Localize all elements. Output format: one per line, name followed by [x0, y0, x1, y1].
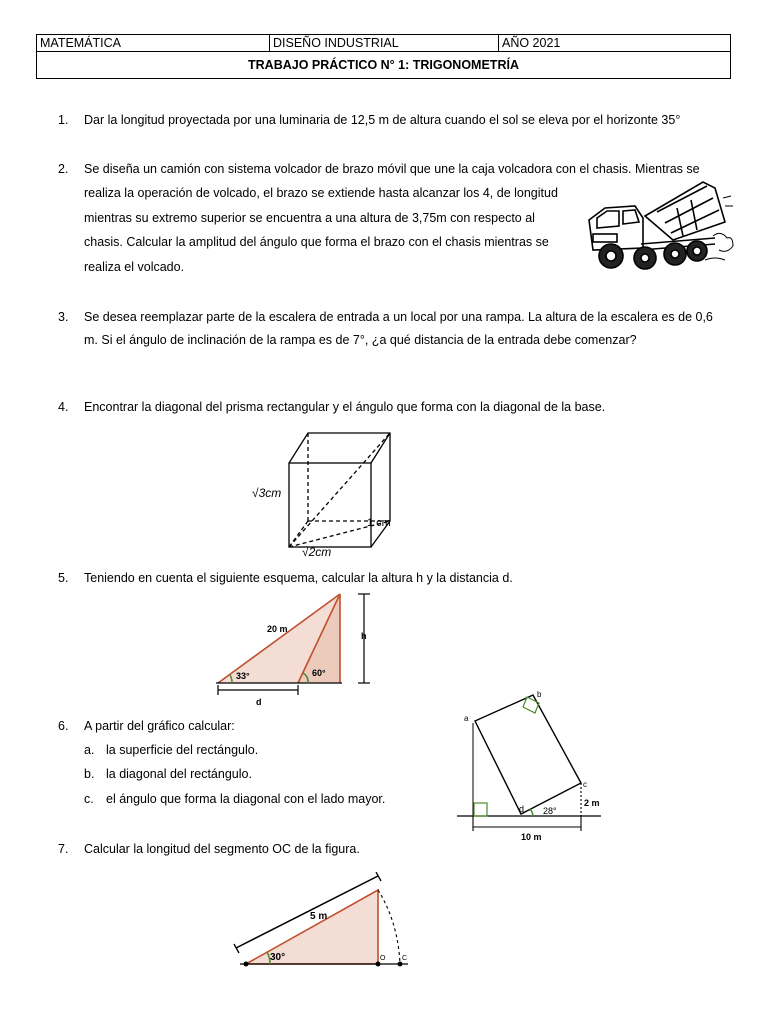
year-cell: AÑO 2021 — [499, 35, 731, 52]
fig6-base-label: 10 m — [521, 832, 542, 842]
header-table — [36, 34, 731, 52]
fig7-angle-label: 30° — [270, 952, 286, 963]
fig7-c-label: C — [402, 955, 408, 962]
exercise-3-number: 3. — [58, 310, 69, 324]
exercise-3-line-1: Se desea reemplazar parte de la escalera de entrada a un local por una rampa. La altura de la escalera es de 0,6 — [84, 310, 713, 324]
subject-cell: MATEMÁTICA — [37, 35, 270, 52]
exercise-6-number: 6. — [58, 719, 69, 733]
fig5-angle1-label: 33° — [236, 671, 250, 681]
exercise-5-number: 5. — [58, 571, 69, 585]
exercise-4-text: Encontrar la diagonal del prisma rectangular y el ángulo que forma con la diagonal de la base. — [84, 400, 606, 414]
exercise-5-text: Teniendo en cuenta el siguiente esquema, calcular la altura h y la distancia d. — [84, 571, 513, 585]
exercise-6-item-a: a. la superficie del rectángulo. — [84, 743, 259, 757]
exercise-3-line-2: m. Si el ángulo de inclinación de la rampa es de 7°, ¿a qué distancia de la entrada debe comenzar? — [84, 333, 637, 347]
prism-right-label: 1 cm — [367, 517, 391, 529]
fig5-angle2-label: 60° — [312, 668, 326, 678]
exercise-6-item-c: c. el ángulo que forma la diagonal con el lado mayor. — [84, 792, 386, 806]
fig6-angle-label: 28° — [543, 806, 557, 816]
fig6-side-label: 2 m — [584, 798, 600, 808]
exercise-2-line-1: Se diseña un camión con sistema volcador de brazo móvil que une la caja volcadora con el chasis. Mientras se — [84, 162, 700, 176]
exercise-2-line-3: mientras su extremo superior se encuentra a una altura de 3,75m con respecto al — [84, 211, 535, 225]
exercise-2-number: 2. — [58, 162, 69, 176]
fig7-o-label: O — [380, 955, 386, 962]
dump-truck-image — [585, 178, 735, 273]
exercise-7-text: Calcular la longitud del segmento OC de la figura. — [84, 842, 360, 856]
career-cell: DISEÑO INDUSTRIAL — [270, 35, 499, 52]
fig6-b-label: b — [537, 690, 542, 699]
fig5-d-label: d — [256, 697, 262, 707]
fig5-hyp-label: 20 m — [267, 624, 288, 634]
fig6-c-label: c — [583, 780, 587, 789]
prism-figure — [250, 425, 410, 560]
exercise-2-line-2: realiza la operación de volcado, el brazo se extiende hasta alcanzar los 4, de longitud — [84, 186, 558, 200]
exercise-1-text: Dar la longitud proyectada por una luminaria de 12,5 m de altura cuando el sol se eleva por el horizonte 35° — [84, 113, 681, 127]
prism-bottom-label: √2cm — [302, 545, 332, 559]
exercise-6-item-b: b. la diagonal del rectángulo. — [84, 767, 252, 781]
exercise-4-number: 4. — [58, 400, 69, 414]
fig6-d-label: d — [519, 804, 525, 814]
page-title: TRABAJO PRÁCTICO N° 1: TRIGONOMETRÍA — [36, 51, 731, 79]
figure-6 — [455, 685, 615, 845]
prism-left-label: √3cm — [252, 486, 282, 500]
exercise-1-number: 1. — [58, 113, 69, 127]
fig5-h-label: h — [361, 631, 367, 641]
exercise-6-text: A partir del gráfico calcular: — [84, 719, 235, 733]
figure-5 — [212, 588, 377, 710]
figure-7 — [232, 872, 412, 972]
exercise-7-number: 7. — [58, 842, 69, 856]
fig7-len-label: 5 m — [310, 911, 328, 922]
exercise-2-line-5: realiza el volcado. — [84, 260, 185, 274]
exercise-2-line-4: chasis. Calcular la amplitud del ángulo que forma el brazo con el chasis mientras se — [84, 235, 549, 249]
fig6-a-label: a — [464, 714, 469, 723]
